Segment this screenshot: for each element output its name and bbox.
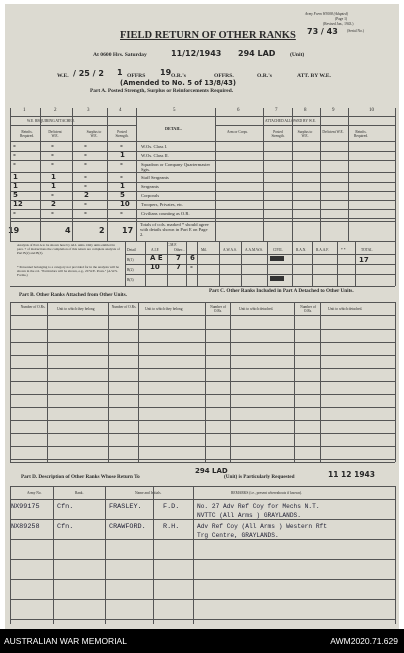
analysis-note: * Personnel belonging to a category not provided for in the analysis will be shown in the col. "Particulars will be shown, e.g., 20 W.E. Posts." (A.W.S. Forms.) bbox=[17, 265, 119, 277]
redaction-block-2 bbox=[270, 276, 284, 281]
return-date: 11/12/1943 bbox=[171, 49, 222, 58]
detail-row-value: - bbox=[84, 173, 87, 181]
form-number: Army Form W3008 (Adapted) bbox=[305, 12, 349, 16]
detail-row-value: 1 bbox=[13, 173, 18, 181]
detail-row-value: - bbox=[120, 173, 123, 181]
header-aif: A.I.F. bbox=[151, 248, 160, 252]
detail-row-value: - bbox=[13, 209, 16, 217]
row-detail: Detail bbox=[127, 248, 136, 252]
detail-row-label: Squadron or Company Quartermaster Sgts. bbox=[141, 162, 211, 172]
detail-row-value: - bbox=[51, 142, 54, 150]
revised-date: (Revised Jan., 1943.) bbox=[323, 22, 354, 26]
detail-row-value: - bbox=[120, 160, 123, 168]
part-b-col3: Number of O.Rs. bbox=[111, 305, 137, 309]
pd-row2-remarks-1: Adv Ref Coy (All Arms ) Western Rft bbox=[197, 523, 327, 530]
part-c-col4: Unit to which detached. bbox=[328, 307, 363, 311]
detail-row-label: Sergeants bbox=[141, 184, 159, 189]
serial-label: (Serial No.) bbox=[347, 29, 364, 33]
part-a-title: Part A. Posted Strength, Surplus or Reinforcements Required. bbox=[90, 88, 234, 94]
part-d-col-rank: Rank. bbox=[75, 491, 84, 495]
cmf-other: Other... bbox=[174, 248, 185, 252]
pd-row1-name: FRASLEY. bbox=[109, 503, 142, 511]
we-label: W.E. bbox=[57, 73, 69, 79]
col-deficient-header: Deficient W.E. bbox=[48, 130, 62, 138]
column-number-4: 4 bbox=[119, 108, 122, 113]
header-total: TOTAL bbox=[361, 248, 373, 252]
column-number-5: 5 bbox=[173, 108, 176, 113]
column-number-7: 7 bbox=[275, 108, 278, 113]
part-d-col-army-no: Army No. bbox=[27, 491, 42, 495]
col-surplus-header: Surplus to W.E. bbox=[86, 130, 102, 138]
detail-row-value: - bbox=[84, 209, 87, 217]
column-number-3: 3 bbox=[87, 108, 90, 113]
we-requiring-header: W.E. REQUIRING ATTACHED. bbox=[27, 119, 75, 123]
we-reference: / 25 / 2 bbox=[73, 69, 104, 78]
offrs-1-label: OFFRS bbox=[127, 73, 146, 79]
col-detail-header: DETAIL. bbox=[165, 126, 182, 131]
pd-row2-rank: Cfn. bbox=[57, 523, 74, 531]
detail-row-value: - bbox=[120, 142, 123, 150]
detail-row-value: - bbox=[84, 151, 87, 159]
col-posted2-header: Posted Strength. bbox=[271, 130, 285, 138]
analysis-text: Analysis of Part A to be shown here by ALL units. Only units entitled in para. 7 of instructions the completion of this return are complete analysis of Part B(2) and B(3). bbox=[17, 243, 120, 255]
b1-service: 7 bbox=[176, 263, 181, 271]
part-c-title: Part C. Other Ranks Included in Part A Detached to Other Units. bbox=[209, 288, 354, 294]
part-c-col1: Number of O.Rs. bbox=[210, 305, 226, 313]
detail-row-label: W.Os. Class II. bbox=[141, 153, 169, 158]
page-title: FIELD RETURN OF OTHER RANKS bbox=[120, 30, 296, 41]
header-awas: A.W.A.S. bbox=[223, 248, 237, 252]
detail-row-value: - bbox=[84, 200, 87, 208]
detail-row-value: 2 bbox=[51, 200, 56, 208]
col-reinfts-header: Reinfts. Required. bbox=[19, 130, 35, 138]
part-b-col1: Number of O.Rs. bbox=[20, 305, 46, 309]
pd-row2-remarks-2: Trg Centre, GRAYLANDS. bbox=[197, 532, 279, 539]
pd-row1-remarks-1: No. 27 Adv Ref Coy for Mechs N.T. bbox=[197, 503, 320, 510]
attached-allowed-header: ATTACHED ALLOWED BY W.E. bbox=[265, 119, 316, 123]
redaction-block-1 bbox=[270, 256, 284, 261]
col-surplus2-header: Surplus to W.E. bbox=[297, 130, 313, 138]
detail-row-value: 1 bbox=[51, 173, 56, 181]
column-number-8: 8 bbox=[304, 108, 307, 113]
part-d-title-mid: (Unit) is Particularly Requested bbox=[224, 474, 295, 480]
total-reinfts: 19 bbox=[8, 226, 20, 235]
row-b3: B(3) bbox=[127, 278, 134, 282]
detail-total: 17 bbox=[359, 256, 369, 264]
part-d-title: Part D. Description of Other Ranks Whose Return To bbox=[21, 474, 140, 480]
part-c-col2: Unit to which detached. bbox=[239, 307, 274, 311]
footer-institution: AUSTRALIAN WAR MEMORIAL bbox=[4, 636, 127, 646]
amended-note: (Amended to No. 5 of 13/8/43) bbox=[120, 79, 237, 87]
b1-mil: - bbox=[190, 263, 193, 271]
detail-row-value: 1 bbox=[120, 151, 125, 159]
detail-row-value: - bbox=[84, 142, 87, 150]
detail-row-value: - bbox=[84, 182, 87, 190]
detail-row-value: - bbox=[120, 209, 123, 217]
detail-row-value: 12 bbox=[13, 200, 23, 208]
header-civil: CIVIL bbox=[273, 248, 283, 252]
detail-row-value: 1 bbox=[51, 182, 56, 190]
part-d-unit: 294 LAD bbox=[195, 467, 228, 475]
serial-number: 73 / 43 bbox=[307, 27, 338, 36]
total-surplus: 2 bbox=[99, 226, 105, 235]
col-arm-header: Arm or Corps. bbox=[227, 130, 248, 134]
header-raaf: R.A.A.F. bbox=[316, 248, 329, 252]
part-d-col-name: Name and Initials. bbox=[135, 491, 162, 495]
part-b-col4: Unit to which they belong bbox=[145, 307, 183, 311]
column-number-9: 9 bbox=[332, 108, 335, 113]
detail-row-label: Civilians counting as O.R. bbox=[141, 211, 190, 216]
detail-row-value: 10 bbox=[120, 200, 130, 208]
part-d-col-remarks: REMARKS (i.e., present whereabouts if known). bbox=[231, 491, 302, 495]
detail-row-value: - bbox=[13, 160, 16, 168]
b1-aif: 10 bbox=[150, 263, 160, 271]
totals-label: Totals of cols. marked * should agree with details shown in Part E on Page 2. bbox=[140, 222, 209, 237]
col-posted-header: Posted Strength. bbox=[115, 130, 129, 138]
detail-row-value: - bbox=[51, 191, 54, 199]
header-stars: * * bbox=[341, 248, 346, 252]
row-b2: B(2) bbox=[127, 268, 134, 272]
detail-row-value: - bbox=[51, 151, 54, 159]
detail-row-value: 2 bbox=[84, 191, 89, 199]
pd-row1-initials: F.D. bbox=[163, 503, 180, 511]
pd-row2-army-no: NX89258 bbox=[11, 523, 40, 531]
pd-row1-remarks-2: NVTTC (All Arms ) GRAYLANDS. bbox=[197, 512, 301, 519]
detail-row-label: Corporals bbox=[141, 193, 160, 198]
footer-accession: AWM2020.71.629 bbox=[330, 636, 398, 646]
header-mil: Mil. bbox=[201, 248, 208, 252]
detail-row-value: 5 bbox=[13, 191, 18, 199]
detail-row-value: - bbox=[51, 209, 54, 217]
ors-1-value: 19 bbox=[160, 68, 172, 77]
detail-row-value: - bbox=[13, 142, 16, 150]
archive-footer bbox=[0, 629, 404, 653]
ors-1-label: O.R.'s bbox=[171, 73, 186, 79]
detail-row-value: 1 bbox=[120, 182, 125, 190]
part-d-date: 11 12 1943 bbox=[328, 470, 375, 479]
column-number-10: 10 bbox=[369, 108, 374, 113]
cmf-header: C.M.F. bbox=[167, 243, 177, 247]
total-deficient: 4 bbox=[65, 226, 71, 235]
detail-mil: 6 bbox=[190, 254, 195, 262]
part-b-col2: Unit to which they belong bbox=[57, 307, 95, 311]
at-line: At 0600 Hrs. Saturday bbox=[93, 52, 147, 58]
detail-row-value: - bbox=[13, 151, 16, 159]
detail-row-value: 5 bbox=[120, 191, 125, 199]
detail-row-label: W.Os. Class I. bbox=[141, 144, 168, 149]
ors-2-label: O.R.'s bbox=[257, 73, 272, 79]
detail-row-value: - bbox=[84, 160, 87, 168]
pd-row1-army-no: NX99175 bbox=[11, 503, 40, 511]
detail-row-label: Troopers, Privates, etc. bbox=[141, 202, 184, 207]
column-number-6: 6 bbox=[237, 108, 240, 113]
col-deficient2-header: Deficient W.E. bbox=[322, 130, 344, 134]
pd-row1-rank: Cfn. bbox=[57, 503, 74, 511]
header-aamws: A.A.M.W.S. bbox=[245, 248, 263, 252]
form-sheet bbox=[5, 4, 399, 629]
part-c-col3: Number of O.Rs. bbox=[300, 305, 316, 313]
detail-aif: A E bbox=[150, 254, 163, 262]
part-b-title: Part B. Other Ranks Attached from Other Units. bbox=[19, 292, 127, 298]
pd-row2-initials: R.H. bbox=[163, 523, 180, 531]
detail-service: 7 bbox=[176, 254, 181, 262]
column-number-1: 1 bbox=[23, 108, 26, 113]
total-posted: 17 bbox=[122, 226, 134, 235]
col-reinfts2-header: Reinfts. Required. bbox=[353, 130, 369, 138]
unit-label: (Unit) bbox=[290, 52, 305, 58]
detail-row-value: 1 bbox=[13, 182, 18, 190]
pd-row2-name: CRAWFORD. bbox=[109, 523, 146, 531]
att-we-label: ATT. BY W.E. bbox=[297, 73, 331, 79]
page-number: (Page 1) bbox=[335, 17, 348, 21]
unit-name: 294 LAD bbox=[238, 49, 276, 58]
detail-row-label: Staff Sergeants bbox=[141, 175, 169, 180]
row-b1: B(1) bbox=[127, 258, 134, 262]
detail-row-value: - bbox=[51, 160, 54, 168]
header-ran: R.A.N. bbox=[296, 248, 307, 252]
offrs-1-value: 1 bbox=[117, 68, 123, 77]
column-number-2: 2 bbox=[54, 108, 57, 113]
offrs-2-label: OFFRS. bbox=[214, 73, 234, 79]
